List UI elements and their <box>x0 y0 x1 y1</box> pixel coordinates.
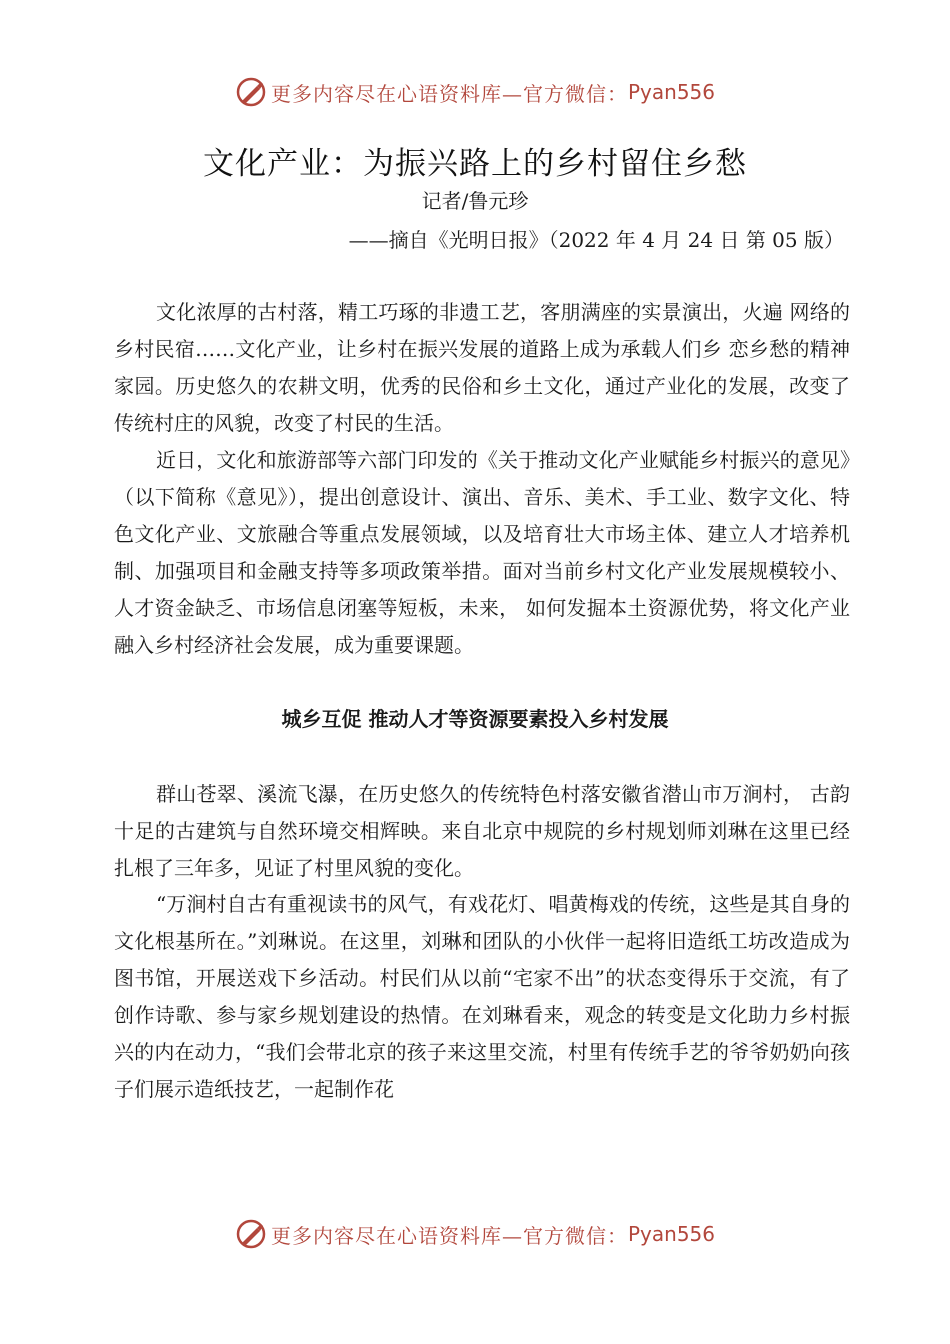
paragraph-2: 近日，文化和旅游部等六部门印发的《关于推动文化产业赋能乡村振兴的意见》（以下简称《意见》），提出创意设计、演出、音乐、美术、手工业、数字文化、特色文化产业、文旅融合等重点发展领域，以及培育壮大市场主体、建立人才培养机制、加强项目和金融支持等多项政策举措。面对当前乡村文化产业发展规模较小、人才资金缺乏、市场信息闭塞等短板，未来， 如何发掘本土资源优势，将文化产业融入乡村经济社会发展，成为重要课题。 <box>114 448 850 657</box>
header-wechat-id: Pyan556 <box>627 80 715 104</box>
paragraph-1: 文化浓厚的古村落，精工巧琢的非遗工艺，客朋满座的实景演出，火遍 网络的乡村民宿……文化产业，让乡村在振兴发展的道路上成为承载人们乡 恋乡愁的精神家园。历史悠久的农耕文明，优秀的民俗和乡土文化，通过产业化的发展，改变了传统村庄的风貌，改变了村民的生活。 <box>114 300 850 435</box>
article-source: ——摘自《光明日报》（2022 年 4 月 24 日 第 05 版） <box>348 228 844 252</box>
article-author: 记者/鲁元珍 <box>421 189 529 213</box>
pen-logo-icon <box>235 1218 267 1250</box>
footer-wechat-id: Pyan556 <box>627 1222 715 1246</box>
pen-logo-icon <box>235 76 267 108</box>
section-heading: 城乡互促 推动人才等资源要素投入乡村发展 <box>281 707 669 731</box>
section-paragraph-1: 群山苍翠、溪流飞瀑，在历史悠久的传统特色村落安徽省潜山市万涧村， 古韵十足的古建筑与自然环境交相辉映。来自北京中规院的乡村规划师刘琳在这里已经扎根了三年多，见证了村里风貌的变化。 <box>114 782 850 880</box>
section-paragraph-2: “万涧村自古有重视读书的风气，有戏花灯、唱黄梅戏的传统，这些是其自身的文化根基所在。”刘琳说。在这里，刘琳和团队的小伙伴一起将旧造纸工坊改造成为图书馆，开展送戏下乡活动。村民们从以前“宅家不出”的状态变得乐于交流，有了创作诗歌、参与家乡规划建设的热情。在刘琳看来，观念的转变是文化助力乡村振兴的内在动力，“我们会带北京的孩子来这里交流，村里有传统手艺的爷爷奶奶向孩子们展示造纸技艺，一起制作花 <box>114 892 850 1101</box>
footer-banner <box>0 1214 950 1254</box>
article-title: 文化产业：为振兴路上的乡村留住乡愁 <box>203 146 747 182</box>
footer-banner-text: 更多内容尽在心语资料库—官方微信： <box>270 1223 628 1248</box>
header-banner <box>0 72 950 112</box>
header-banner-text: 更多内容尽在心语资料库—官方微信： <box>270 81 628 106</box>
